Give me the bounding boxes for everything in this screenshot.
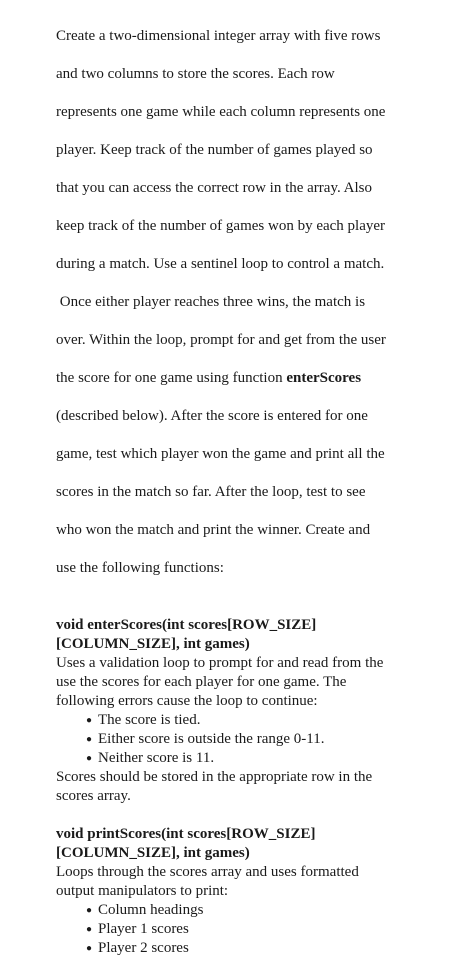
intro-line: that you can access the correct row in the array. Also [56, 180, 372, 196]
list-item: ● Player 1 scores [86, 920, 466, 939]
printscores-section [56, 825, 466, 958]
list-item: ● Either score is outside the range 0-11. [86, 730, 466, 749]
list-item: ● Player 2 scores [86, 939, 466, 958]
enterscores-desc-line: following errors cause the loop to continue: [56, 693, 318, 709]
printscores-signature-line2: [COLUMN_SIZE], int games) [56, 845, 250, 861]
printscores-output-list [56, 901, 466, 958]
enterscores-after-line: scores array. [56, 788, 131, 804]
list-item: ● Column headings [86, 901, 466, 920]
document-page [56, 8, 466, 958]
intro-line: over. Within the loop, prompt for and get from the user [56, 332, 386, 348]
intro-paragraph [56, 8, 466, 597]
section-spacer [56, 597, 466, 616]
intro-line: player. Keep track of the number of games played so [56, 142, 373, 158]
enterscores-section [56, 616, 466, 806]
list-item: ● The score is tied. [86, 711, 466, 730]
section-spacer [56, 806, 466, 825]
intro-line: Create a two-dimensional integer array with five rows [56, 28, 381, 44]
intro-line: and two columns to store the scores. Each row [56, 66, 335, 82]
list-item: ● Neither score is 11. [86, 749, 466, 768]
intro-line: keep track of the number of games won by each player [56, 218, 386, 234]
intro-line: (described below). After the score is entered for one [56, 408, 368, 424]
intro-line [56, 369, 466, 388]
intro-line-text: the score for one game using function [56, 370, 287, 386]
intro-line: game, test which player won the game and print all the [56, 446, 385, 462]
printscores-signature-line1: void printScores(int scores[ROW_SIZE] [56, 826, 316, 842]
intro-line: who won the match and print the winner. Create and [56, 522, 371, 538]
intro-line: Once either player reaches three wins, the match is [56, 294, 366, 310]
intro-line: use the following functions: [56, 560, 224, 576]
printscores-desc-line: Loops through the scores array and uses formatted [56, 864, 359, 880]
intro-line: during a match. Use a sentinel loop to control a match. [56, 256, 385, 272]
printscores-desc-line: output manipulators to print: [56, 883, 229, 899]
intro-line: scores in the match so far. After the loop, test to see [56, 484, 366, 500]
enterscores-after-line: Scores should be stored in the appropriate row in the [56, 769, 373, 785]
enterscores-signature-line1: void enterScores(int scores[ROW_SIZE] [56, 617, 317, 633]
enterscores-desc-line: use the scores for each player for one game. The [56, 674, 347, 690]
intro-line: represents one game while each column represents one [56, 104, 386, 120]
function-name-enterscores: enterScores [286, 370, 362, 386]
enterscores-desc-line: Uses a validation loop to prompt for and read from the [56, 655, 384, 671]
enterscores-error-list [56, 711, 466, 768]
enterscores-signature-line2: [COLUMN_SIZE], int games) [56, 636, 250, 652]
